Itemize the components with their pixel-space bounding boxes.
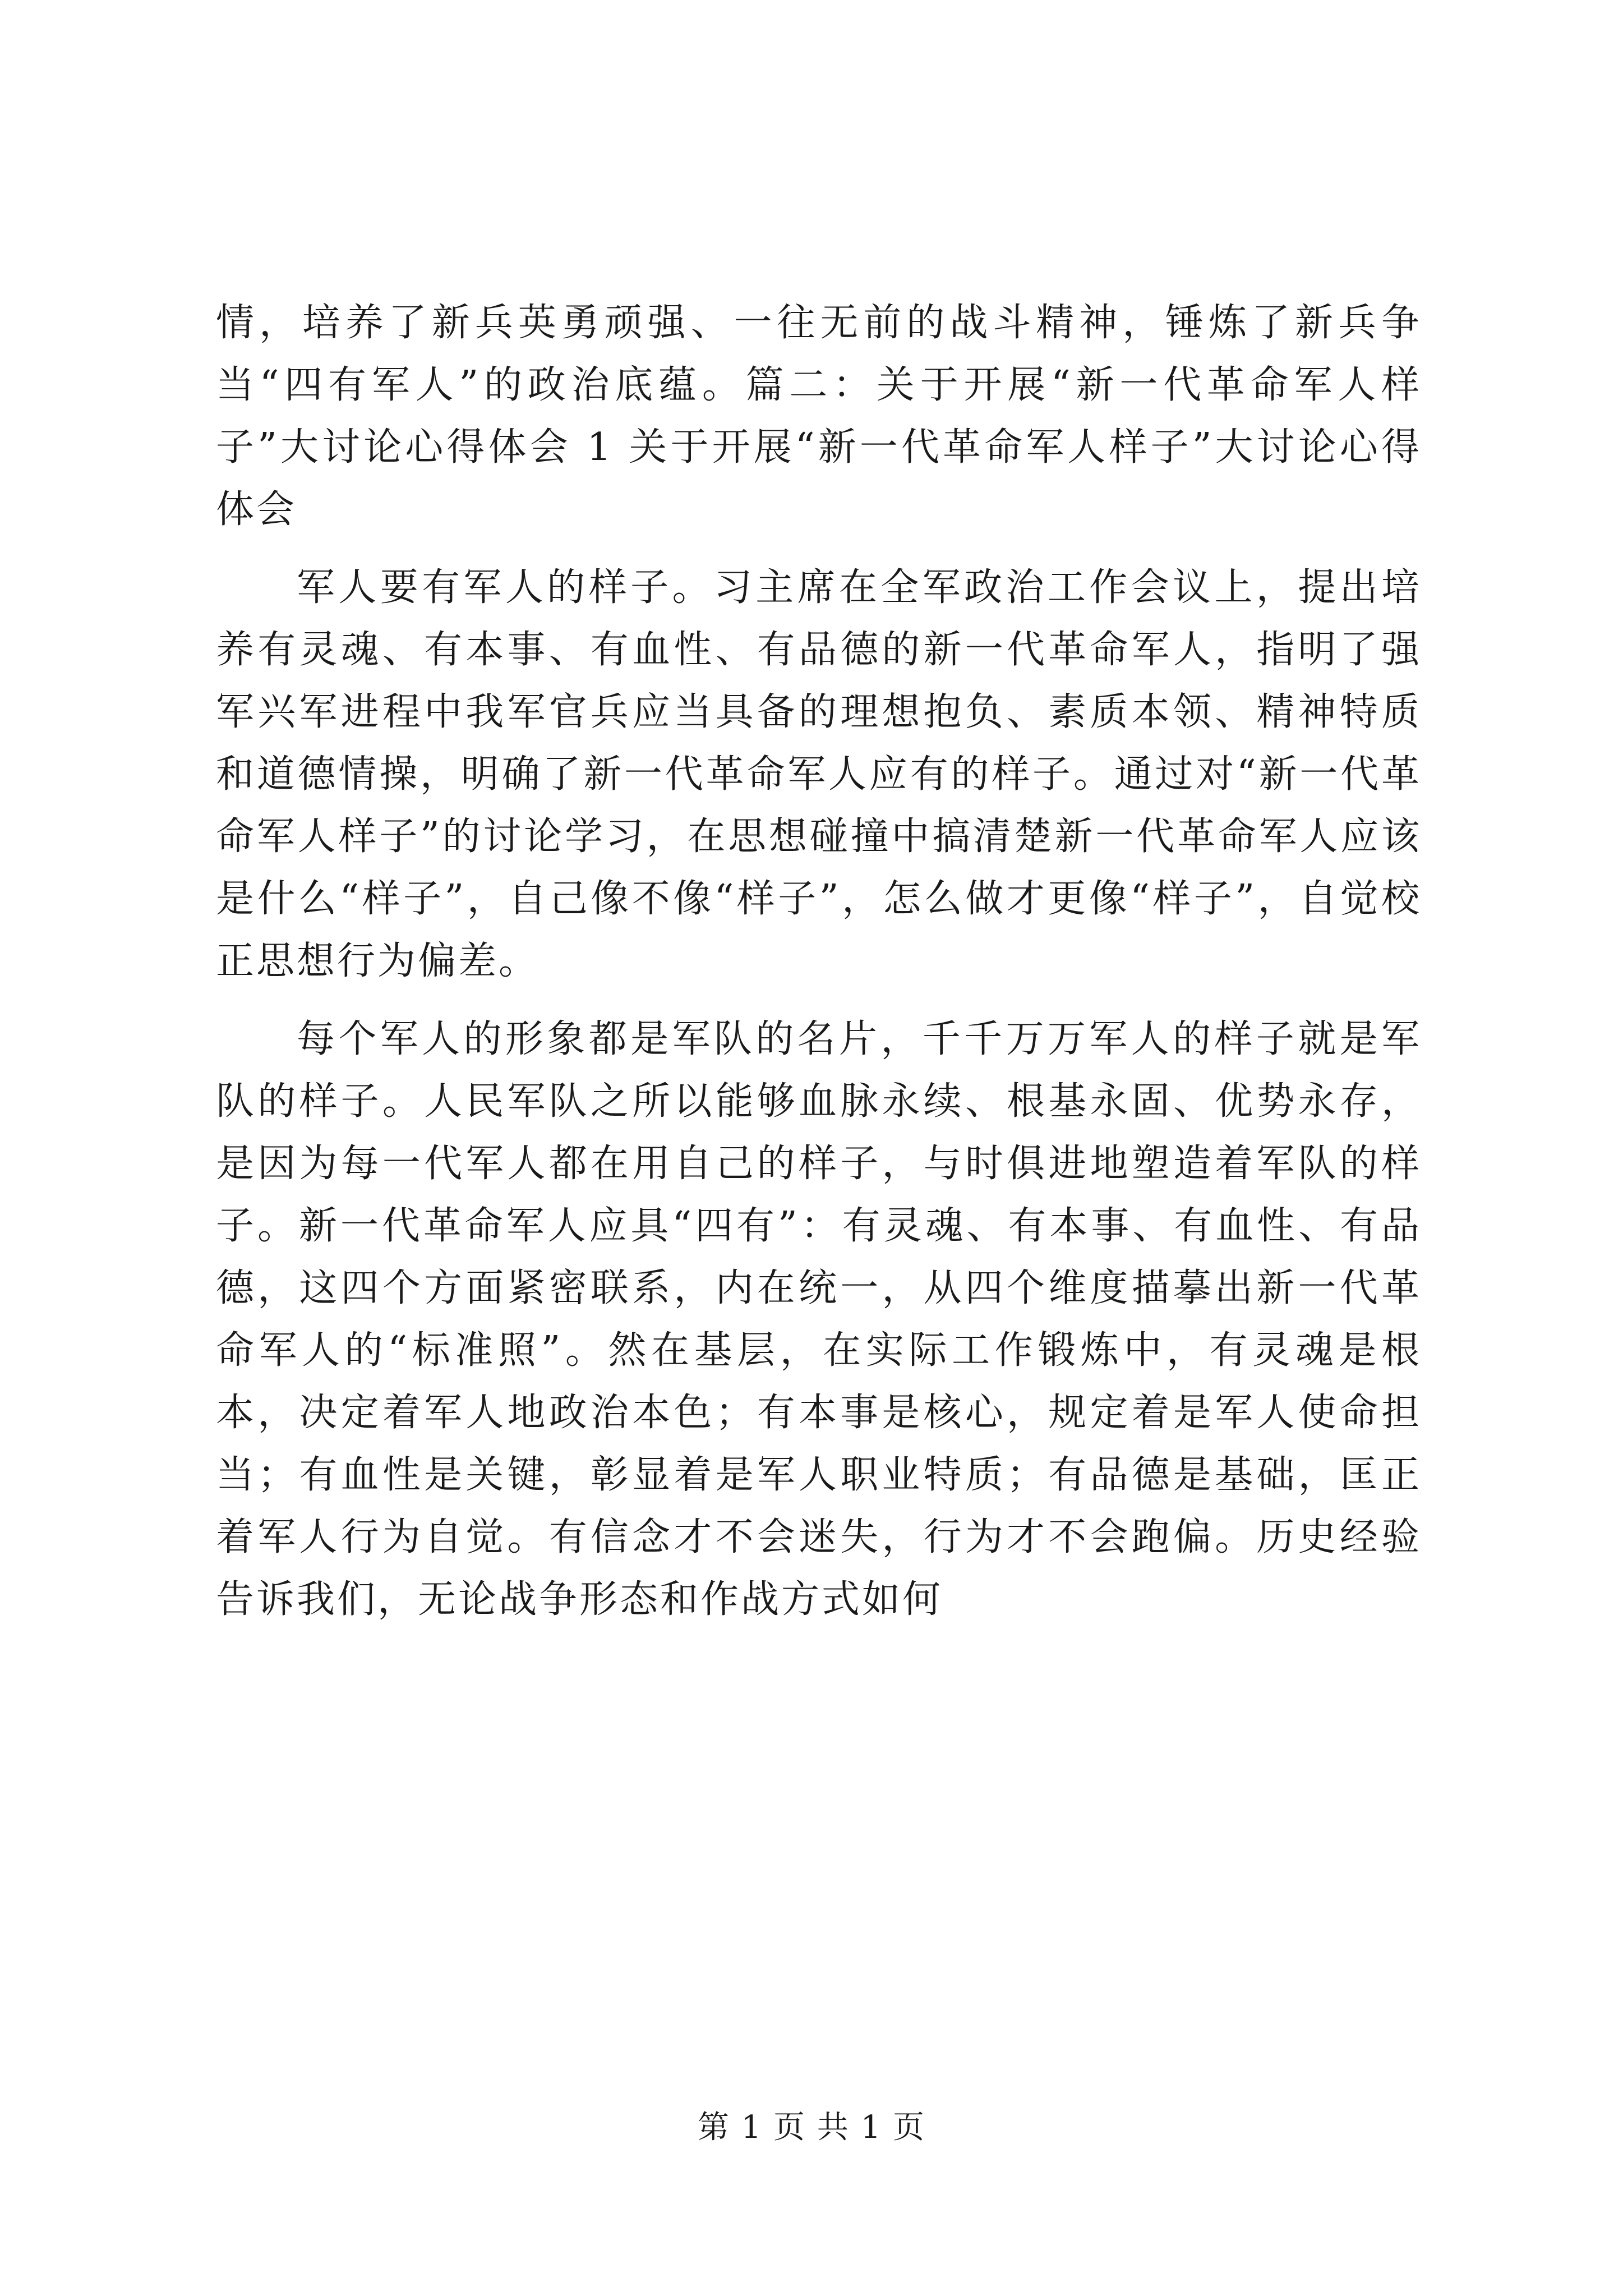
- paragraph-3: 每个军人的形象都是军队的名片，千千万万军人的样子就是军队的样子。人民军队之所以能够血脉永续、根基永固、优势永存，是因为每一代军人都在用自己的样子，与时俱进地塑造着军队的样子。新一代革命军人应具“四有”：有灵魂、有本事、有血性、有品德，这四个方面紧密联系，内在统一，从四个维度描摹出新一代革命军人的“标准照”。然在基层，在实际工作锻炼中，有灵魂是根本，决定着军人地政治本色；有本事是核心，规定着是军人使命担当；有血性是关键，彰显着是军人职业特质；有品德是基础，匡正着军人行为自觉。有信念才不会迷失，行为才不会跑偏。历史经验告诉我们，无论战争形态和作战方式如何: [216, 1017, 1422, 1622]
- paragraph-2: 军人要有军人的样子。习主席在全军政治工作会议上，提出培养有灵魂、有本事、有血性、有品德的新一代革命军人，指明了强军兴军进程中我军官兵应当具备的理想抱负、素质本领、精神特质和道德情操，明确了新一代革命军人应有的样子。通过对“新一代革命军人样子”的讨论学习，在思想碰撞中搞清楚新一代革命军人应该是什么“样子”，自己像不像“样子”，怎么做才更像“样子”，自觉校正思想行为偏差。: [216, 565, 1422, 983]
- page-number-footer: 第 1 页 共 1 页: [697, 2109, 926, 2146]
- document-body: [216, 292, 1422, 1631]
- paragraph-1: 情，培养了新兵英勇顽强、一往无前的战斗精神，锤炼了新兵争当“四有军人”的政治底蕴。篇二：关于开展“新一代革命军人样子”大讨论心得体会 1 关于开展“新一代革命军人样子”大讨论心得体会: [216, 301, 1422, 532]
